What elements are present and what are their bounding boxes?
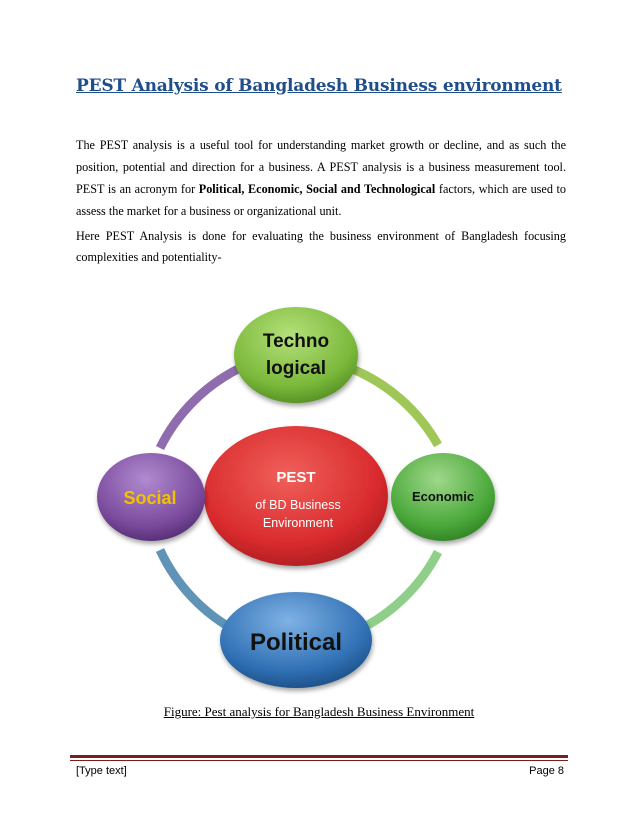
intro-text-end: factors, which are used to assess the market for a business or organizational unit. <box>76 182 567 218</box>
page-title: PEST Analysis of Bangladesh Business environment <box>76 76 562 96</box>
center-node-title: PEST <box>276 469 316 486</box>
technological-label-line1: Techno <box>262 331 330 352</box>
ring-arc-bottom-left <box>160 550 238 632</box>
economic-label: Economic <box>411 489 475 504</box>
figure-caption: Figure: Pest analysis for Bangladesh Business Environment <box>163 704 475 719</box>
intro-text-start: The PEST analysis is a useful tool for understanding market growth or decline, and as such the position, potential and direction for a business. A PEST analysis is a business measurement tool. PEST is an acronym for <box>76 138 566 196</box>
ring-arc-top-right <box>350 368 438 445</box>
center-node <box>204 426 388 566</box>
footer-left-text: [Type text] <box>76 765 127 777</box>
technological-node <box>234 307 358 403</box>
page-number: Page 8 <box>529 765 564 777</box>
center-node-line2: Environment <box>262 516 334 530</box>
ring-arc-top-left <box>160 368 240 448</box>
intro-bold-factors: Political, Economic, Social and Technological <box>198 182 436 196</box>
political-label: Political <box>249 629 343 656</box>
footer-rule-thin <box>70 760 568 761</box>
technological-label-line2: logical <box>265 358 327 379</box>
social-label: Social <box>123 488 177 508</box>
purpose-paragraph: Here PEST Analysis is done for evaluating the business environment of Bangladesh focusing complexities and potentiality- <box>76 229 566 264</box>
footer-rule-thick <box>70 755 568 758</box>
center-node-line1: of BD Business <box>255 498 341 512</box>
ring-arc-bottom-right <box>354 552 438 632</box>
